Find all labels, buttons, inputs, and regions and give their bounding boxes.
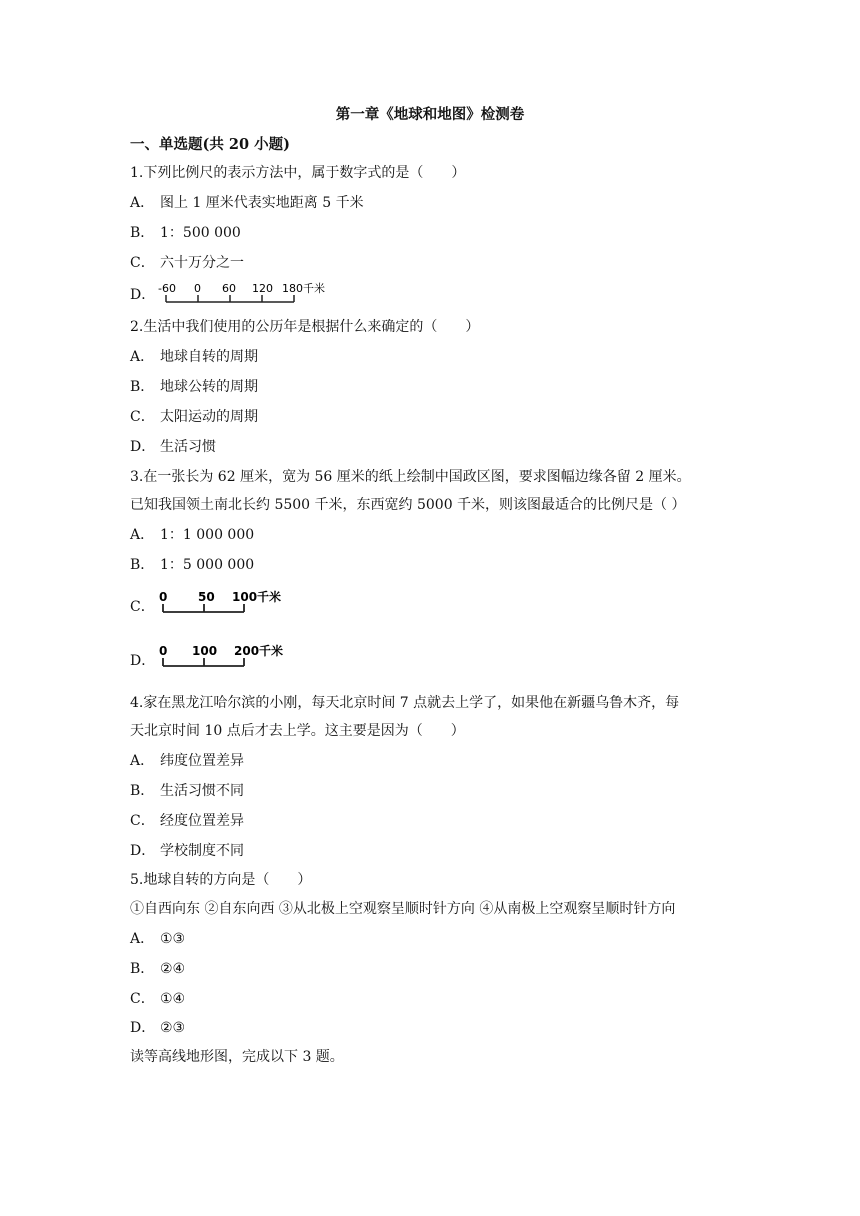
option-label: D． [130,287,156,303]
section-heading: 一、单选题(共 20 小题) [130,136,290,153]
question-1-option-b[interactable] [130,222,241,244]
option-label: C． [130,813,155,829]
option-label: C． [130,599,155,615]
scale-tick-label: 0 [194,282,201,295]
scale-tick-label: 200千米 [234,644,284,658]
question-4-stem-line-2: 天北京时间 10 点后才去上学。这主要是因为（ ） [130,723,465,739]
question-5-stem: 5.地球自转的方向是（ ） [130,872,312,888]
question-5-option-b[interactable] [130,958,185,980]
line-scale-q3d [158,642,288,670]
line-scale-q1d [156,280,332,308]
option-text: ①④ [160,991,186,1007]
option-text: ②③ [160,1020,186,1036]
question-3-option-d[interactable] [130,650,160,672]
option-label: D． [130,1020,156,1036]
option-text: 纬度位置差异 [160,753,244,769]
question-2-option-d[interactable] [130,436,216,458]
scale-tick-label: 100千米 [232,590,282,604]
option-text: 地球自转的周期 [160,349,258,365]
option-text: 1：500 000 [160,225,241,241]
option-label: A． [130,931,155,947]
option-label: B． [130,961,155,977]
scale-tick-label: -60 [158,282,176,295]
question-4-option-c[interactable] [130,810,244,832]
option-label: B． [130,379,155,395]
scale-tick-label: 60 [222,282,236,295]
question-5-option-d[interactable] [130,1017,185,1039]
option-label: A． [130,753,155,769]
question-2-option-c[interactable] [130,406,258,428]
option-label: C． [130,409,155,425]
option-label: B． [130,783,155,799]
line-scale-q3c [158,588,288,616]
question-4-option-d[interactable] [130,840,244,862]
question-3-stem-line-1: 3.在一张长为 62 厘米，宽为 56 厘米的纸上绘制中国政区图，要求图幅边缘各留 2 厘米。 [130,469,691,485]
question-4-stem-line-1: 4.家在黑龙江哈尔滨的小刚，每天北京时间 7 点就去上学了，如果他在新疆乌鲁木齐，每 [130,695,680,711]
question-2-option-b[interactable] [130,376,258,398]
question-4-option-a[interactable] [130,750,244,772]
option-text: ①③ [160,931,186,947]
option-label: D． [130,439,156,455]
question-1-option-c[interactable] [130,252,244,274]
option-text: 地球公转的周期 [160,379,258,395]
question-5-option-a[interactable] [130,928,185,950]
question-5-option-c[interactable] [130,988,185,1010]
scale-tick-label: 0 [159,590,168,604]
option-text: 图上 1 厘米代表实地距离 5 千米 [160,195,364,211]
option-text: ②④ [160,961,186,977]
option-text: 1：5 000 000 [160,557,255,573]
scale-tick-label: 0 [159,644,168,658]
option-text: 六十万分之一 [160,255,244,271]
option-text: 1：1 000 000 [160,527,255,543]
option-label: D． [130,843,156,859]
option-label: A． [130,195,155,211]
option-text: 太阳运动的周期 [160,409,258,425]
scale-tick-label: 120 [252,282,273,295]
reading-prompt: 读等高线地形图，完成以下 3 题。 [130,1049,344,1065]
question-3-option-a[interactable] [130,524,254,546]
question-1-stem: 1.下列比例尺的表示方法中，属于数字式的是（ ） [130,165,466,181]
question-3-option-c[interactable] [130,596,160,618]
option-text: 学校制度不同 [160,843,244,859]
option-label: A． [130,349,155,365]
option-label: C． [130,991,155,1007]
option-text: 经度位置差异 [160,813,244,829]
option-label: B． [130,225,155,241]
question-2-option-a[interactable] [130,346,258,368]
option-text: 生活习惯不同 [160,783,244,799]
option-label: C． [130,255,155,271]
option-label: A． [130,527,155,543]
page-title: 第一章《地球和地图》检测卷 [335,106,525,123]
scale-tick-label: 180千米 [282,282,325,295]
question-5-statements: ①自西向东 ②自东向西 ③从北极上空观察呈顺时针方向 ④从南极上空观察呈顺时针方向 [130,901,676,917]
question-3-stem-line-2: 已知我国领土南北长约 5500 千米，东西宽约 5000 千米，则该图最适合的比例尺是（ ） [130,497,686,513]
question-1-option-a[interactable] [130,192,364,214]
scale-tick-label: 100 [192,644,218,658]
question-4-option-b[interactable] [130,780,244,802]
option-label: D． [130,653,156,669]
scale-tick-label: 50 [198,590,215,604]
question-2-stem: 2.生活中我们使用的公历年是根据什么来确定的（ ） [130,319,480,335]
option-text: 生活习惯 [160,439,216,455]
option-label: B． [130,557,155,573]
question-3-option-b[interactable] [130,554,254,576]
